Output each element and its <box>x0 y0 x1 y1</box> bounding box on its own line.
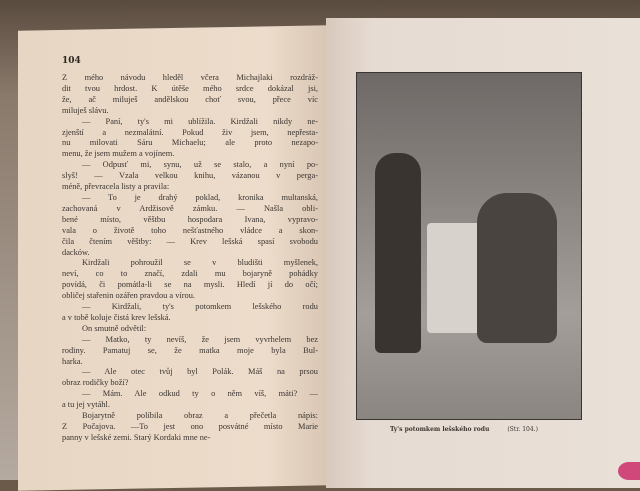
text-line: Bojarytně políbila obraz a přečetla nápis: <box>82 411 318 421</box>
text-line: a v tobě koluje čistá krev lešská. <box>62 312 171 322</box>
text-line: Kirdžali pohroužil se v bludišti myšlenek, <box>82 258 318 268</box>
text-line: čila čtením věštby: — Krev lešská spasí svobodu <box>62 236 318 246</box>
text-line: — Kirdžali, ty's potomkem lešského rodu <box>82 302 318 312</box>
text-line: obraz rodičky boží? <box>62 378 129 388</box>
text-line: obličej stařenin ozářen pravdou a vírou. <box>62 291 196 301</box>
text-line: Z mého návodu hleděl včera Michajlaki rozdráž- <box>62 73 318 82</box>
text-line: dacków. <box>62 247 90 257</box>
text-line: On smutně odvětil: <box>82 323 147 333</box>
text-line: harka. <box>62 356 83 366</box>
text-line: a tu jej vytáhl. <box>62 400 110 410</box>
caption-ref: (Str. 104.) <box>507 426 538 433</box>
text-line: bené místo, věštbu hospodara Ivana, vypravo- <box>62 214 318 224</box>
text-line: — Matko, ty nevíš, že jsem vyvrhelem bez <box>82 334 318 344</box>
text-line: nu milovati Sáru Michaelu; ale proto nezapo- <box>62 138 318 148</box>
seated-woman-figure <box>477 193 557 343</box>
text-line: — Paní, ty's mi ublížila. Kirdžali nikdy ne- <box>82 116 318 126</box>
text-line: — Ale otec tvůj byl Polák. Máš na prsou <box>82 367 318 377</box>
text-line: miluješ slávu. <box>62 105 109 115</box>
text-line: — Mám. Ale odkud ty o něm víš, máti? — <box>82 389 318 399</box>
text-line: — Odpusť mi, synu, už se stalo, a nyní po- <box>82 160 318 170</box>
fingertip <box>618 462 640 480</box>
text-line: — To je drahý poklad, kronika multanská, <box>82 192 318 202</box>
text-line: menu, že jsem mužem a vojínem. <box>62 149 175 159</box>
text-line: rodiny. Pamatuj se, že matka moje byla Bul- <box>62 345 318 355</box>
text-line: slyš! — Vzala velkou knihu, vázanou v perga- <box>62 171 318 181</box>
text-line: méně, převracela listy a pravila: <box>62 182 170 192</box>
illustration <box>356 72 582 420</box>
text-line: zjenští a nezmalátní. Pokud živ jsem, nepřesta- <box>62 127 318 137</box>
text-line: dit tvou hrdost. K útěše mého srdce dokázal jsi, <box>62 83 318 93</box>
caption-text: Ty's potomkem lešského rodu <box>390 426 490 433</box>
page-number: 104 <box>62 56 81 66</box>
text-line: panny v lešské zemi. Starý Kordaki mne ne- <box>62 432 211 442</box>
illustration-caption <box>390 426 538 433</box>
text-line: že, ač miluješ andělskou choť svou, přece víc <box>62 94 318 104</box>
text-line: zachovaná v Ardžisově zámku. — Našla obli- <box>62 203 318 213</box>
text-line: neví, co to značí, zdali mu bojaryně pohádky <box>62 269 318 279</box>
text-line: vala o životě toho nešťastného vládce a skon- <box>62 225 318 235</box>
text-line: Z Počajova. —To jest ono posvátné místo Marie <box>62 422 318 431</box>
body-text <box>62 73 318 444</box>
text-line: povídá, či pomátla-li se na mysli. Hledí jí do očí; <box>62 280 318 290</box>
standing-man-figure <box>375 153 421 353</box>
